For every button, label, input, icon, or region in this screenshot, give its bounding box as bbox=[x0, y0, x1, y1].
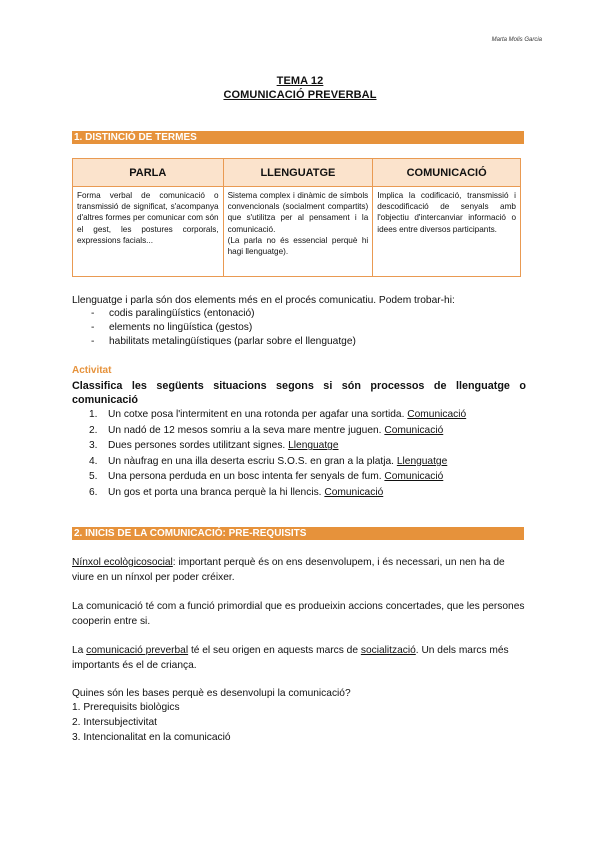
column-header-comunicacio: COMUNICACIÓ bbox=[373, 159, 521, 187]
list-item: 1. Prerequisits biològics bbox=[72, 702, 180, 713]
terms-table-header-row bbox=[73, 159, 521, 187]
list-item: 3. Intencionalitat en la comunicació bbox=[72, 732, 231, 743]
author-name: Marta Molis Garcia bbox=[491, 37, 542, 43]
title-subject: COMUNICACIÓ PREVERBAL bbox=[223, 89, 377, 101]
list-item: 2. Intersubjectivitat bbox=[72, 717, 157, 728]
activity-item: 6. Un gos et porta una branca perquè la hi llencis. Comunicació bbox=[89, 485, 466, 501]
term-comunicacio-preverbal: comunicació preverbal bbox=[86, 645, 189, 656]
bases-question: Quines són les bases perquè es desenvolupi la comunicació? bbox=[72, 688, 351, 699]
section-heading-2: 2. INICIS DE LA COMUNICACIÓ: PRE-REQUISITS bbox=[72, 527, 524, 540]
cell-comunicacio: Implica la codificació, transmissió i descodificació de senyals amb l'objectiu d'intercanviar informació o idees entre diversos participants. bbox=[373, 187, 521, 277]
bases-list bbox=[72, 700, 231, 745]
activity-answer: Comunicació bbox=[384, 471, 444, 483]
term-socialitzacio: socialització bbox=[360, 645, 416, 656]
column-header-parla: PARLA bbox=[73, 159, 224, 187]
cell-llenguatge-note: (La parla no és essencial perquè hi hagi llenguatge). bbox=[227, 235, 369, 257]
list-item: - habilitats metalingüístiques (parlar sobre el llenguatge) bbox=[91, 336, 356, 347]
activity-item: 2. Un nadó de 12 mesos somriu a la seva mare mentre juguen. Comunicació bbox=[89, 423, 466, 439]
activity-list bbox=[89, 407, 466, 501]
activity-answer: Comunicació bbox=[407, 409, 467, 420]
terms-table-row bbox=[73, 187, 521, 277]
paragraph-preverbal: La comunicació preverbal té el seu origen en aquests marcs de socialització. Un dels marcs més importants és el de criança. bbox=[72, 645, 509, 671]
section-heading-1: 1. DISTINCIÓ DE TERMES bbox=[72, 131, 524, 144]
paragraph-funcio: La comunicació té com a funció primordial que es produeixin accions concertades, que les persones cooperin entre si. bbox=[72, 601, 525, 627]
activity-item: 5. Una persona perduda en un bosc intenta fer senyals de fum. Comunicació bbox=[89, 469, 466, 485]
activity-answer: Llenguatge bbox=[288, 440, 339, 452]
list-item: - elements no lingüística (gestos) bbox=[91, 322, 253, 333]
activity-item: 1. Un cotxe posa l'intermitent en una rotonda per agafar una sortida. Comunicació bbox=[89, 407, 466, 423]
cell-parla: Forma verbal de comunicació o transmissió de significat, s'acompanya d'altres formes per comunicar com són el gest, les postures corporals, expressions facials... bbox=[73, 187, 224, 277]
column-header-llenguatge: LLENGUATGE bbox=[223, 159, 373, 187]
activity-item: 3. Dues persones sordes utilitzant signes. Llenguatge bbox=[89, 438, 466, 454]
cell-llenguatge bbox=[223, 187, 373, 277]
bullet-list bbox=[91, 307, 356, 349]
activity-label: Activitat bbox=[72, 365, 112, 376]
intro-paragraph: Llenguatge i parla són dos elements més en el procés comunicatiu. Podem trobar-hi: bbox=[72, 295, 455, 306]
title-topic: TEMA 12 bbox=[276, 75, 324, 87]
activity-answer: Comunicació bbox=[384, 424, 444, 436]
activity-item: 4. Un nàufrag en una illa deserta escriu S.O.S. en gran a la platja. Llenguatge bbox=[89, 454, 466, 470]
cell-llenguatge-definition: Sistema complex i dinàmic de símbols convencionals (socialment compartits) que s'utilitza per al pensament i la comunicació. bbox=[227, 191, 369, 234]
term-ninxol: Nínxol ecològicosocial bbox=[72, 557, 173, 568]
activity-answer: Llenguatge bbox=[396, 455, 448, 467]
activity-question: Classifica les següents situacions segons si són processos de llenguatge o comunicació bbox=[72, 380, 526, 406]
list-item: - codis paralingüístics (entonació) bbox=[91, 308, 255, 319]
terms-table bbox=[72, 158, 521, 277]
paragraph-ninxol: Nínxol ecològicosocial: important perquè és on ens desenvolupem, i és necessari, un nen ha de viure en un nínxol per poder créixer. bbox=[72, 557, 505, 583]
activity-answer: Comunicació bbox=[324, 486, 384, 498]
document-title bbox=[0, 74, 600, 102]
